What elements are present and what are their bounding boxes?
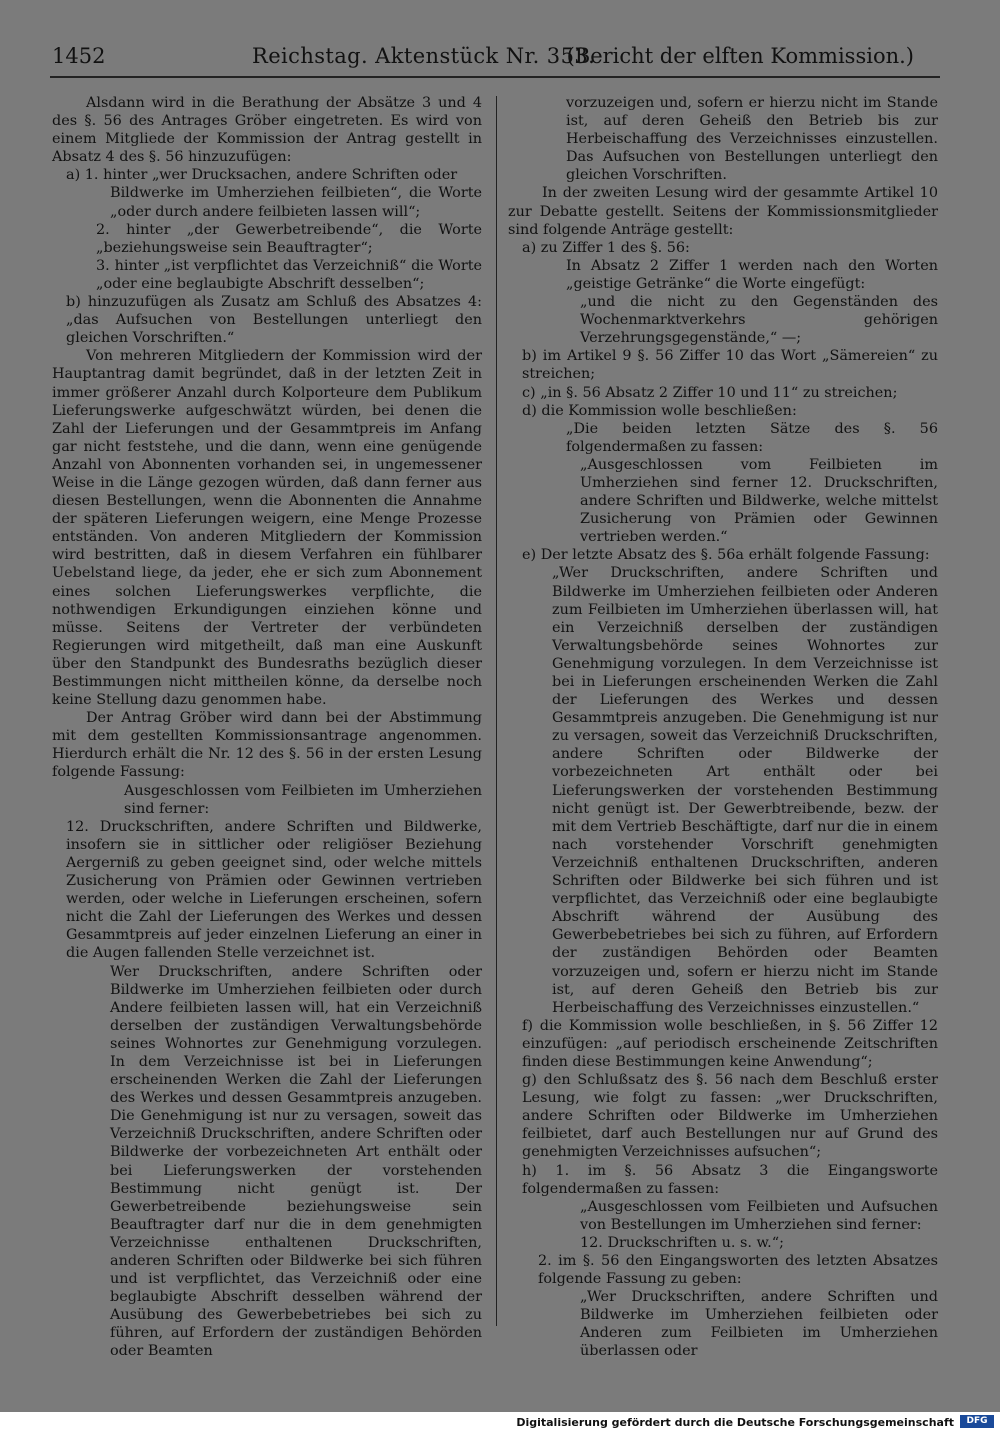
paragraph: Alsdann wird in die Berathung der Absätze 3 und 4 des §. 56 des Antrages Gröber eingetreten. Es wird von einem Mitgliede der Kommission der Antrag gestellt in Absatz 4 des §. 56 hinzuzufügen: <box>52 95 482 166</box>
paragraph: Von mehreren Mitgliedern der Kommission wird der Hauptantrag damit begründet, daß in der letzten Zeit in immer größerer Anzahl durch Kolporteure dem Publikum Lieferungswerke aufgeschwätzt würden, bei denen die Zahl der Lieferungen und der Gesammtpreis im Anfang gar nicht feststehe, und die dann, wenn eine genügende Anzahl von Abonnenten vorhanden sei, in ungemessener Weise in die Länge gezogen würden, daß dann ferner aus diesen Bestellungen, wenn die Abonnenten die Annahme der späteren Lieferungen weigern, eine Menge Prozesse entständen. Von anderen Mitgliedern der Kommission wird bestritten, daß in diesem Verfahren ein fühlbarer Uebelstand liege, da jeder, ehe er sich zum Abonnement eines solchen Lieferungswerkes verpflichte, die nothwendigen Erkundigungen einziehen könne und müsse. Seitens der Vertreter der verbündeten Regierungen wird mitgetheilt, daß man eine Auskunft über den Standpunkt des Bundesraths bezüglich dieser Bestimmungen nicht mittheilen könne, da derselbe noch keine Stellung dazu genommen habe. <box>52 348 482 709</box>
paragraph: In Absatz 2 Ziffer 1 werden nach den Worten „geistige Getränke“ die Worte eingefügt: <box>566 257 938 292</box>
paragraph: 2. im §. 56 den Eingangsworten des letzten Absatzes folgende Fassung zu geben: <box>538 1253 938 1288</box>
paragraph: d) die Kommission wolle beschließen: <box>522 402 797 419</box>
paragraph: Der Antrag Gröber wird dann bei der Abstimmung mit dem gestellten Kommissionsantrage angenommen. Hierdurch erhält die Nr. 12 des §. 56 in der ersten Lesung folgende Fassung: <box>52 710 482 781</box>
left-column <box>52 94 482 1361</box>
paragraph: 12. Druckschriften u. s. w.“; <box>580 1234 784 1251</box>
paragraph: „und die nicht zu den Gegenständen des Wochenmarktverkehrs gehörigen Verzehrungsgegenstände,“ —; <box>580 294 938 347</box>
page-header <box>52 44 938 74</box>
paragraph: b) hinzuzufügen als Zusatz am Schluß des Absatzes 4: „das Aufsuchen von Bestellungen unterliegt den gleichen Vorschriften.“ <box>66 294 482 347</box>
paragraph: vorzuzeigen und, sofern er hierzu nicht im Stande ist, auf deren Geheiß den Betrieb bis zur Herbeischaffung des Verzeichnisses einzustellen. Das Aufsuchen von Bestellungen unterliegt den gleichen Vorschriften. <box>566 95 938 184</box>
page-subtitle: (Bericht der elften Kommission.) <box>566 44 914 68</box>
paragraph: b) im Artikel 9 §. 56 Ziffer 10 das Wort „Sämereien“ zu streichen; <box>522 348 938 383</box>
footer-bar <box>0 1412 1000 1432</box>
dfg-logo: DFG <box>960 1415 994 1428</box>
paragraph: 3. hinter „ist verpflichtet das Verzeichniß“ die Worte „oder eine beglaubigte Abschrift desselben“; <box>96 257 482 292</box>
header-rule <box>50 76 940 78</box>
paragraph: In der zweiten Lesung wird der gesammte Artikel 10 zur Debatte gestellt. Seitens der Kommissionsmitglieder sind folgende Anträge gestellt: <box>508 185 938 238</box>
paragraph: „Die beiden letzten Sätze des §. 56 folgendermaßen zu fassen: <box>566 420 938 455</box>
paragraph: 12. Druckschriften, andere Schriften und Bildwerke, insofern sie in sittlicher oder religiöser Beziehung Aergerniß zu geben geeignet sind, oder welche mittels Zusicherung von Prämien oder Gewinnen vertrieben werden, oder welche in Lieferungen erscheinen, sofern nicht die Zahl der Lieferungen des Werkes und dessen Gesammtpreis auf jeder einzelnen Lieferung an einer in die Augen fallenden Stelle verzeichnet ist. <box>66 818 482 962</box>
paragraph: e) Der letzte Absatz des §. 56a erhält folgende Fassung: <box>522 547 930 564</box>
paragraph: Ausgeschlossen vom Feilbieten im Umherziehen sind ferner: <box>124 782 482 817</box>
page-title: Reichstag. Aktenstück Nr. 353. <box>252 44 596 68</box>
paragraph: Wer Druckschriften, andere Schriften oder Bildwerke im Umherziehen feilbieten oder durch Andere feilbieten lassen will, hat ein Verzeichniß derselben der zuständigen Verwaltungsbehörde seines Wohnortes zur Genehmigung vorzulegen. In dem Verzeichnisse ist bei in Lieferungen erscheinenden Werken die Zahl der Lieferungen des Werkes und dessen Gesammtpreis anzugeben. Die Genehmigung ist nur zu versagen, soweit das Verzeichniß Druckschriften, andere Schriften oder Bildwerke der vorbezeichneten Art enthält oder bei Lieferungswerken der vorstehenden Bestimmung nicht genügt ist. Der Gewerbetreibende beziehungsweise sein Beauftragter darf nur die in dem genehmigten Verzeichnisse enthaltenen Druckschriften, anderen Schriften oder Bildwerke bei sich führen und ist verpflichtet, das Verzeichniß oder eine beglaubigte Abschrift desselben während der Ausübung des Gewerbebetriebes bei sich zu führen, auf Erfordern der zuständigen Behörden oder Beamten <box>110 963 482 1360</box>
paragraph: a) 1. hinter „wer Drucksachen, andere Schriften oder <box>66 167 458 184</box>
paragraph: c) „in §. 56 Absatz 2 Ziffer 10 und 11“ zu streichen; <box>522 384 898 401</box>
column-separator <box>496 96 497 1326</box>
right-column <box>508 94 938 1361</box>
paragraph: „Wer Druckschriften, andere Schriften und Bildwerke im Umherziehen feilbieten oder Anderen zum Feilbieten im Umherziehen überlassen oder <box>580 1289 938 1360</box>
page-number: 1452 <box>52 44 106 68</box>
paragraph: „Ausgeschlossen vom Feilbieten im Umherziehen sind ferner 12. Druckschriften, andere Schriften und Bildwerke, welche mittelst Zusicherung von Prämien oder Gewinnen vertrieben werden.“ <box>580 456 938 546</box>
paragraph: a) zu Ziffer 1 des §. 56: <box>522 239 690 256</box>
paragraph: h) 1. im §. 56 Absatz 3 die Eingangsworte folgendermaßen zu fassen: <box>522 1162 938 1197</box>
funding-credit: Digitalisierung gefördert durch die Deutsche Forschungsgemeinschaft <box>516 1416 954 1429</box>
paragraph: „Ausgeschlossen vom Feilbieten und Aufsuchen von Bestellungen im Umherziehen sind ferner: <box>580 1198 938 1233</box>
paragraph: 2. hinter „der Gewerbetreibende“, die Worte „beziehungsweise sein Beauftragter“; <box>96 221 482 256</box>
paragraph: g) den Schlußsatz des §. 56 nach dem Beschluß erster Lesung, wie folgt zu fassen: „wer Druckschriften, andere Schriften oder Bildwerke im Umherziehen feilbietet, darf auch Bestellungen nur auf Grund des genehmigten Verzeichnisses aufsuchen“; <box>522 1072 938 1161</box>
paragraph: „Wer Druckschriften, andere Schriften und Bildwerke im Umherziehen feilbieten oder Anderen zum Feilbieten im Umherziehen überlassen will, hat ein Verzeichniß derselben der zuständigen Verwaltungsbehörde seines Wohnortes zur Genehmigung vorzulegen. In dem Verzeichnisse ist bei in Lieferungen erscheinenden Werken die Zahl der Lieferungen des Werkes und dessen Gesammtpreis anzugeben. Die Genehmigung ist nur zu versagen, soweit das Verzeichniß Druckschriften, andere Schriften oder Bildwerke der vorbezeichneten Art enthält oder bei Lieferungswerken der vorstehenden Bestimmung nicht genügt ist. Der Gewerbtreibende, bezw. der mit dem Vertrieb Beschäftigte, darf nur die in einem nach vorstehender Vorschrift genehmigten Verzeichniß enthaltenen Druckschriften, anderen Schriften oder Bildwerke bei sich führen und ist verpflichtet, das Verzeichniß oder eine beglaubigte Abschrift während der Ausübung des Gewerbebetriebes bei sich zu führen, auf Erfordern der zuständigen Behörden oder Beamten vorzuzeigen und, sofern er hierzu nicht im Stande ist, auf deren Geheiß den Betrieb bis zur Herbeischaffung des Verzeichnisses einzustellen.“ <box>552 565 938 1016</box>
paragraph: Bildwerke im Umherziehen feilbieten“, die Worte „oder durch andere feilbieten lassen will“; <box>110 185 482 220</box>
paragraph: f) die Kommission wolle beschließen, in §. 56 Ziffer 12 einzufügen: „auf periodisch erscheinende Zeitschriften finden diese Bestimmungen keine Anwendung“; <box>522 1017 938 1070</box>
